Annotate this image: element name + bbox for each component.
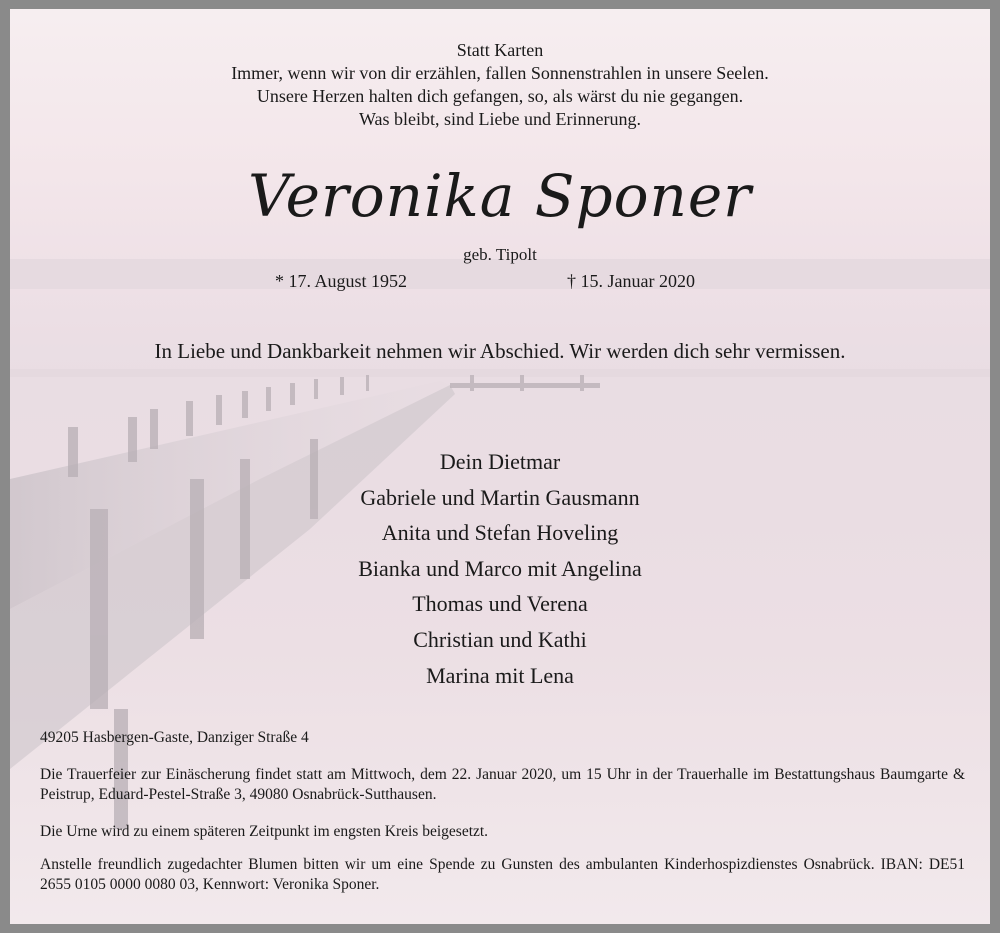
farewell-text: In Liebe und Dankbarkeit nehmen wir Abschied. Wir werden dich sehr vermissen. bbox=[154, 339, 846, 363]
urn-info: Die Urne wird zu einem späteren Zeitpunkt im engsten Kreis beigesetzt. bbox=[40, 823, 489, 840]
donation-info: Anstelle freundlich zugedachter Blumen bitten wir um eine Spende zu Gunsten des ambulanten Kinderhospizdienstes Osnabrück. IBAN: DE51 2655 0105 0000 0080 03, Kennwort: Veronika Sponer. bbox=[40, 856, 965, 893]
address: 49205 Hasbergen-Gaste, Danziger Straße 4 bbox=[40, 729, 309, 746]
family-member: Thomas und Verena bbox=[412, 591, 588, 617]
family-member: Marina mit Lena bbox=[426, 662, 574, 688]
family-list bbox=[10, 444, 990, 693]
family-member: Gabriele und Martin Gausmann bbox=[360, 484, 640, 510]
intro-block bbox=[10, 39, 990, 131]
death-date: † 15. Januar 2020 bbox=[567, 271, 695, 291]
poem-line: Unsere Herzen halten dich gefangen, so, als wärst du nie gegangen. bbox=[256, 86, 744, 106]
family-member: Anita und Stefan Hoveling bbox=[381, 520, 619, 546]
ceremony-info: Die Trauerfeier zur Einäscherung findet statt am Mittwoch, dem 22. Januar 2020, um 15 Uhr in der Trauerhalle im Bestattungshaus Baumgarte & Peistrup, Eduard-Pestel-Straße 3, 49080 Osnabrück-Sutthausen. bbox=[40, 766, 965, 803]
birth-date: * 17. August 1952 bbox=[275, 271, 408, 291]
statt-karten-heading: Statt Karten bbox=[456, 40, 544, 60]
obituary-notice bbox=[10, 9, 990, 924]
poem-line: Immer, wenn wir von dir erzählen, fallen Sonnenstrahlen in unsere Seelen. bbox=[231, 63, 769, 83]
family-member: Bianka und Marco mit Angelina bbox=[358, 555, 642, 581]
family-member: Christian und Kathi bbox=[413, 626, 587, 652]
maiden-name: geb. Tipolt bbox=[463, 245, 537, 264]
poem-line: Was bleibt, sind Liebe und Erinnerung. bbox=[359, 109, 641, 129]
deceased-name: Veronika Sponer bbox=[248, 162, 752, 230]
family-member: Dein Dietmar bbox=[439, 449, 561, 474]
